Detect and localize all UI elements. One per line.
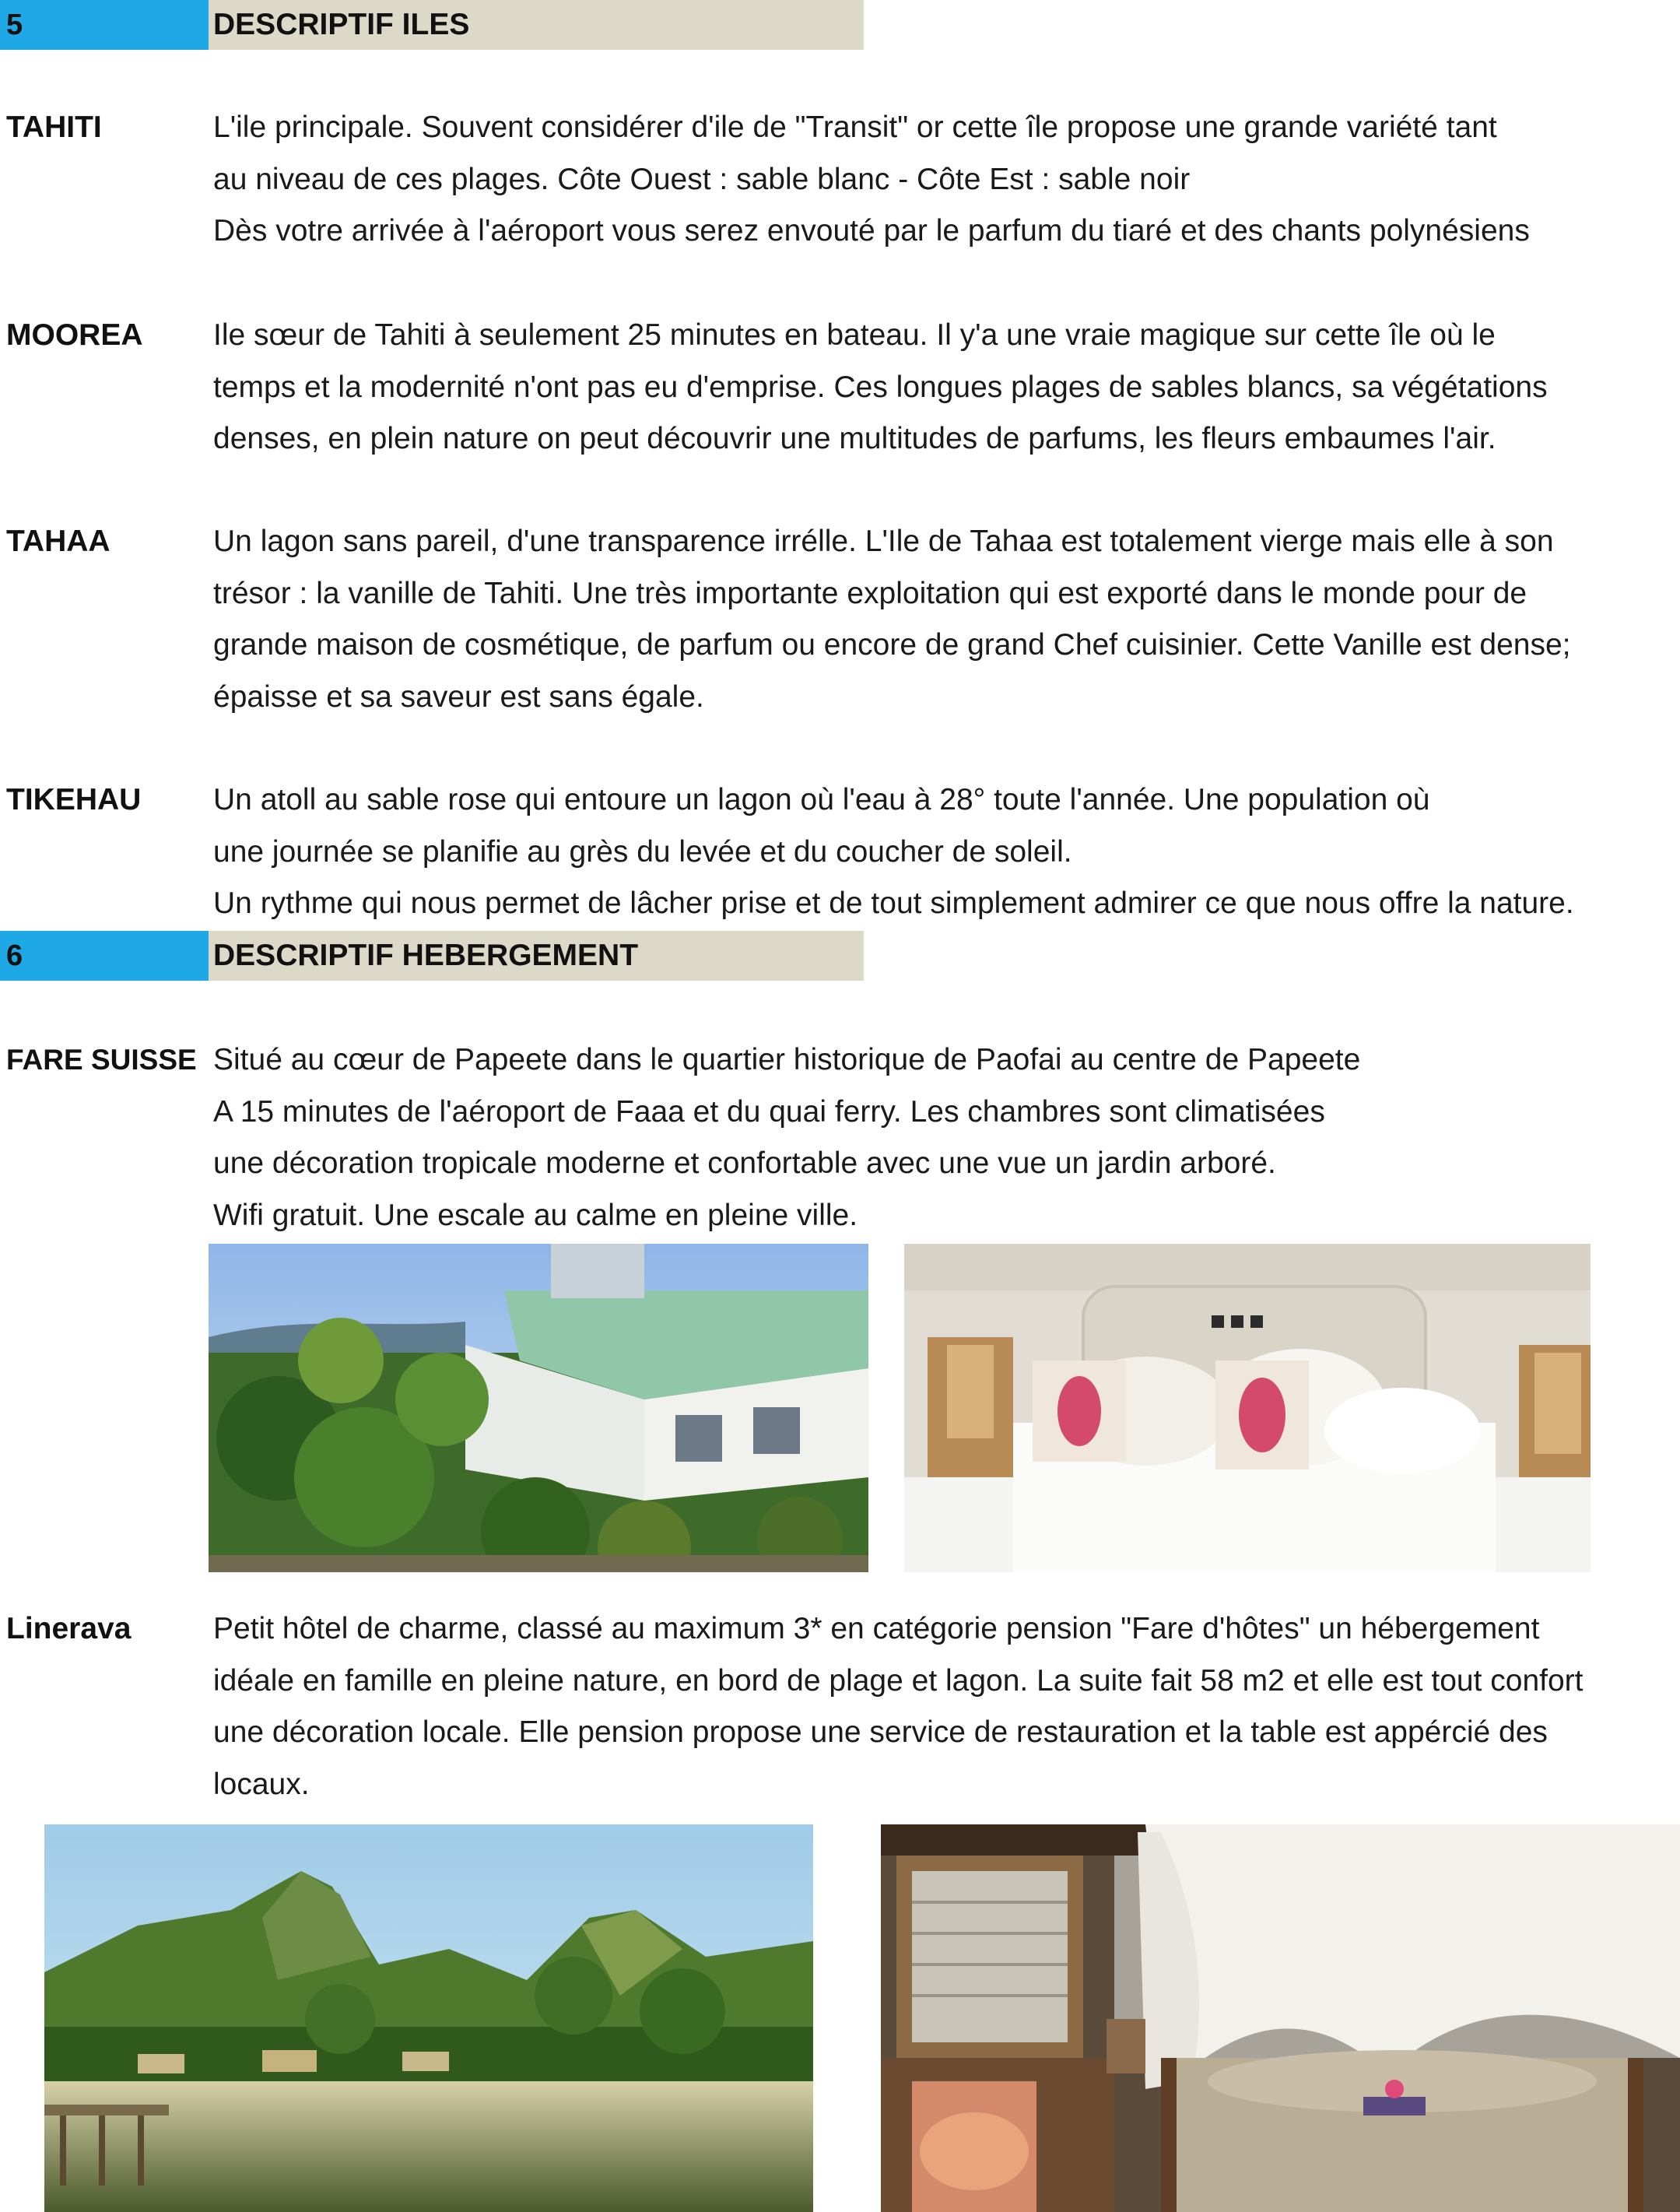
description-line: une décoration locale. Elle pension propose une service de restauration et la table est appércié des: [213, 1715, 1548, 1749]
fare-suisse-bedroom-photo: [904, 1244, 1591, 1572]
section-title: DESCRIPTIF HEBERGEMENT: [209, 931, 864, 981]
description-line: locaux.: [213, 1767, 310, 1801]
linerava-lagoon-photo: [44, 1824, 813, 2212]
accommodation-description-linerava: [213, 1603, 1668, 1810]
accommodation-label-linerava: Linerava: [6, 1612, 132, 1645]
section-title: DESCRIPTIF ILES: [209, 0, 864, 50]
island-description-tahiti: [213, 102, 1668, 258]
section-header-iles: [0, 0, 864, 50]
accommodation-description-fare-suisse: [213, 1034, 1668, 1241]
description-line: Ile sœur de Tahiti à seulement 25 minutes en bateau. Il y'a une vraie magique sur cette île où le: [213, 318, 1496, 352]
description-line: Un rythme qui nous permet de lâcher prise et de tout simplement admirer ce que nous offre la nature.: [213, 887, 1574, 920]
description-line: Petit hôtel de charme, classé au maximum 3* en catégorie pension "Fare d'hôtes" un hébergement: [213, 1612, 1540, 1645]
island-description-moorea: [213, 310, 1668, 465]
island-label-tahiti: TAHITI: [6, 111, 102, 144]
island-label-tikehau: TIKEHAU: [6, 783, 142, 816]
description-line: Un atoll au sable rose qui entoure un lagon où l'eau à 28° toute l'année. Une population où: [213, 783, 1430, 816]
description-line: Dès votre arrivée à l'aéroport vous serez envouté par le parfum du tiaré et des chants polynésiens: [213, 214, 1530, 248]
description-line: L'ile principale. Souvent considérer d'ile de "Transit" or cette île propose une grande variété tant: [213, 111, 1497, 144]
description-line: Un lagon sans pareil, d'une transparence irrélle. L'Ile de Tahaa est totalement vierge mais elle à son: [213, 525, 1554, 558]
description-line: denses, en plein nature on peut découvrir une multitudes de parfums, les fleurs embaumes l'air.: [213, 422, 1496, 455]
description-line: idéale en famille en pleine nature, en bord de plage et lagon. La suite fait 58 m2 et elle est tout confort: [213, 1663, 1584, 1698]
description-line: Situé au cœur de Papeete dans le quartier historique de Paofai au centre de Papeete: [213, 1043, 1361, 1076]
section-header-hebergement: [0, 931, 864, 981]
description-line: A 15 minutes de l'aéroport de Faaa et du quai ferry. Les chambres sont climatisées: [213, 1094, 1325, 1129]
description-line: épaisse et sa saveur est sans égale.: [213, 679, 704, 714]
description-line: temps et la modernité n'ont pas eu d'emprise. Ces longues plages de sables blancs, sa végétations: [213, 370, 1548, 404]
island-description-tikehau: [213, 774, 1668, 930]
fare-suisse-garden-photo: [209, 1244, 868, 1572]
description-line: Wifi gratuit. Une escale au calme en pleine ville.: [213, 1198, 858, 1232]
description-line: trésor : la vanille de Tahiti. Une très importante exploitation qui est exporté dans le monde pour de: [213, 576, 1527, 610]
section-number: 6: [0, 931, 209, 981]
island-description-tahaa: [213, 516, 1668, 723]
description-line: grande maison de cosmétique, de parfum ou encore de grand Chef cuisinier. Cette Vanille est dense;: [213, 628, 1571, 662]
linerava-bedroom-photo: [881, 1824, 1680, 2212]
description-line: une journée se planifie au grès du levée et du coucher de soleil.: [213, 834, 1072, 869]
island-label-moorea: MOOREA: [6, 318, 143, 352]
section-number: 5: [0, 0, 209, 50]
accommodation-label-fare-suisse: FARE SUISSE: [6, 1044, 197, 1076]
island-label-tahaa: TAHAA: [6, 525, 110, 558]
description-line: au niveau de ces plages. Côte Ouest : sable blanc - Côte Est : sable noir: [213, 162, 1191, 196]
description-line: une décoration tropicale moderne et confortable avec une vue un jardin arboré.: [213, 1146, 1276, 1180]
